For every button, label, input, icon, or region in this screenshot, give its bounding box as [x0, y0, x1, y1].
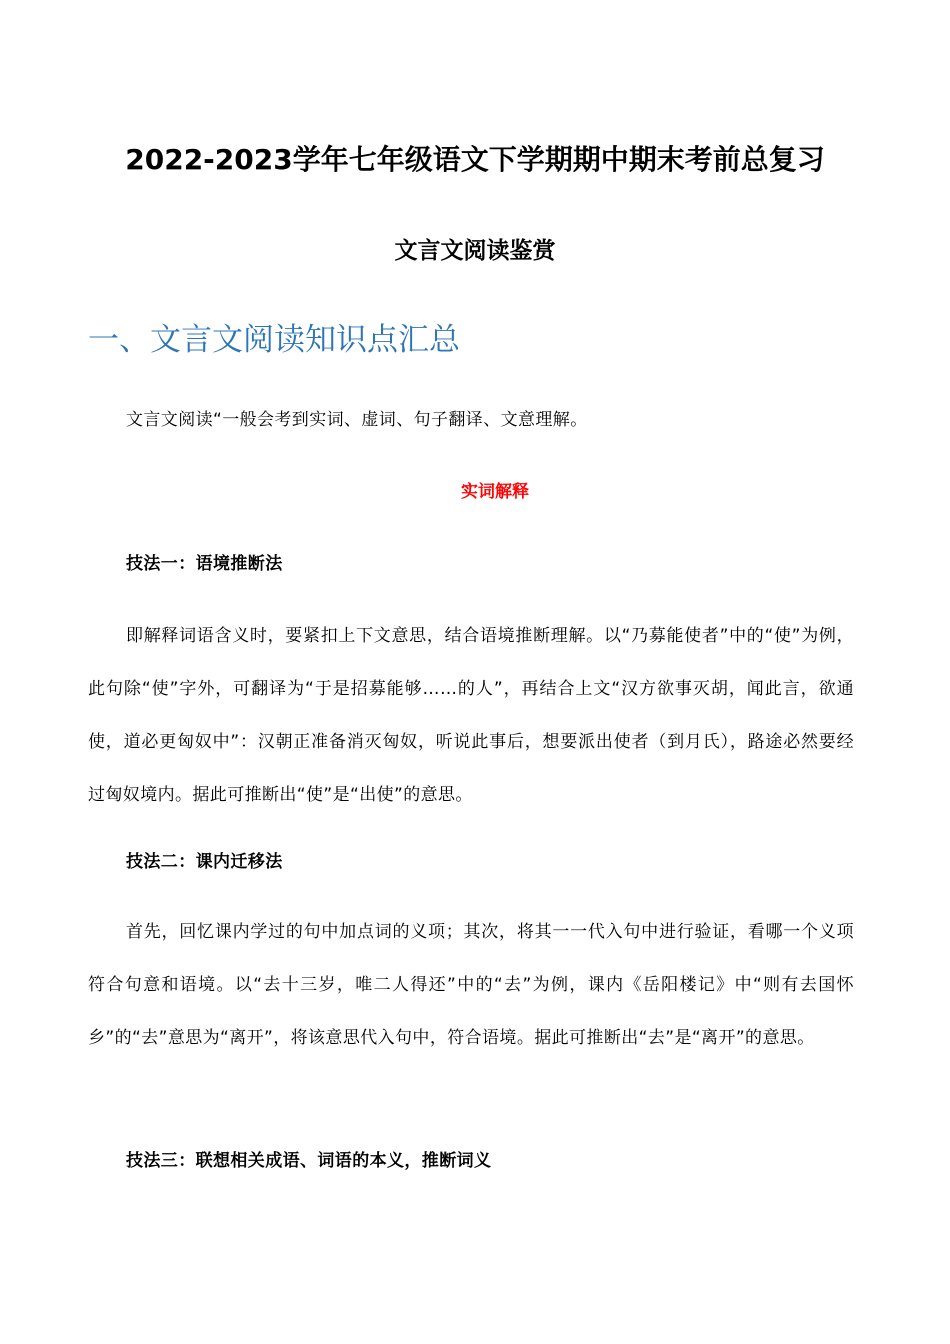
intro-paragraph: 文言文阅读“一般会考到实词、虚词、句子翻译、文意理解。: [126, 410, 588, 430]
technique-heading-3: 技法三：联想相关成语、词语的本义，推断词义: [126, 1151, 492, 1171]
section-heading: 一、文言文阅读知识点汇总: [88, 322, 460, 358]
red-subheading: 实词解释: [461, 482, 529, 502]
technique-paragraph-1: 即解释词语含义时，要紧扣上下文意思，结合语境推断理解。以“乃募能使者”中的“使”为例，此句除“使”字外，可翻译为“于是招募能够……的人”，再结合上文“汉方欲事灭胡，闻此言，欲通使，道必更匈奴中”：汉朝正准备消灭匈奴，听说此事后，想要派出使者（到月氏），路途必然要经过匈奴境内。据此可推断出“使”是“出使”的意思。: [88, 626, 854, 805]
technique-paragraph-2: 首先，回忆课内学过的句中加点词的义项；其次，将其一一代入句中进行验证，看哪一个义项符合句意和语境。以“去十三岁，唯二人得还”中的“去”为例，课内《岳阳楼记》中“则有去国怀乡”的“去”意思为“离开”，将该意思代入句中，符合语境。据此可推断出“去”是“离开”的意思。: [88, 922, 854, 1048]
technique-heading-2: 技法二：课内迁移法: [126, 852, 283, 872]
document-title: 2022-2023学年七年级语文下学期期中期末考前总复习: [125, 143, 825, 176]
document-subtitle: 文言文阅读鉴赏: [394, 238, 556, 264]
technique-heading-1: 技法一：语境推断法: [126, 554, 283, 574]
